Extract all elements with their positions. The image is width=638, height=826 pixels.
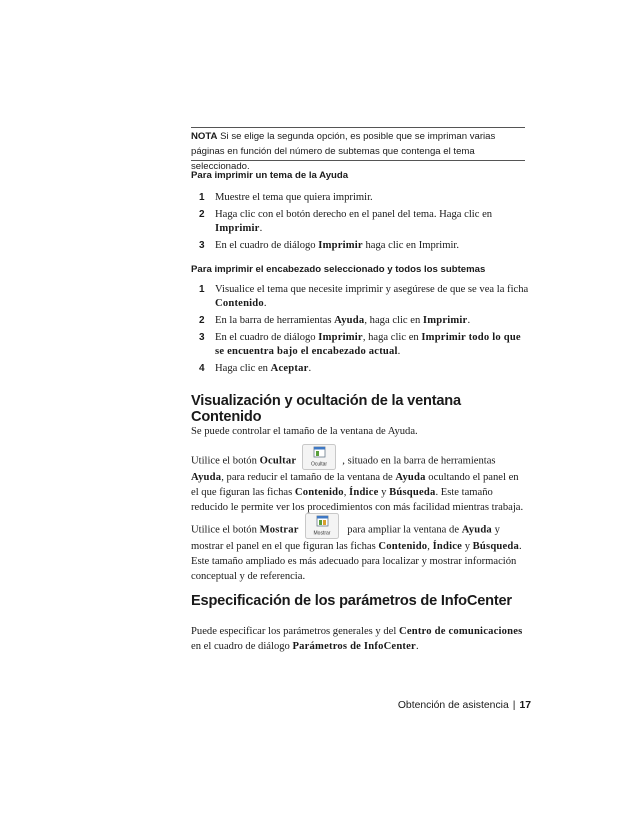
section-heading-infocenter: Especificación de los parámetros de InfoCenter bbox=[191, 593, 512, 609]
paragraph-show-button: Utilice el botón Mostrar Mostrar para ampliar la ventana de Ayuda y mostrar el panel en el que figuran las fichas Contenido, Índice y Búsqueda. Este tamaño ampliado es más adecuado para localizar y mostrar información conceptual y de referencia. bbox=[191, 521, 527, 584]
show-button-icon bbox=[305, 513, 339, 539]
step-number: 1 bbox=[199, 284, 205, 295]
footer-separator: | bbox=[512, 700, 516, 711]
step-text: Visualice el tema que necesite imprimir y asegúrese de que se vea la ficha Contenido. bbox=[215, 284, 529, 309]
step-text: Haga clic con el botón derecho en el panel del tema. Haga clic en Imprimir. bbox=[215, 209, 493, 234]
paragraph-infocenter: Puede especificar los parámetros generales y del Centro de comunicaciones en el cuadro de diálogo Parámetros de InfoCenter. bbox=[191, 626, 523, 652]
step-text: Haga clic en Aceptar. bbox=[215, 363, 312, 374]
step-number: 2 bbox=[199, 315, 205, 326]
steps-print-subtopics bbox=[199, 283, 531, 379]
svg-text:Ocultar: Ocultar bbox=[311, 461, 328, 468]
page-footer bbox=[391, 700, 531, 711]
list-item bbox=[199, 208, 531, 236]
list-item bbox=[199, 331, 531, 359]
step-number: 3 bbox=[199, 240, 205, 251]
hide-button-icon bbox=[302, 444, 336, 470]
list-item bbox=[199, 314, 531, 328]
step-number: 2 bbox=[199, 209, 205, 220]
paragraph-intro: Se puede controlar el tamaño de la ventana de Ayuda. bbox=[191, 426, 418, 437]
step-text: Muestre el tema que quiera imprimir. bbox=[215, 192, 373, 203]
steps-print-topic bbox=[199, 191, 531, 256]
section-heading-contents-window: Visualización y ocultación de la ventana Contenido bbox=[191, 393, 461, 425]
list-item bbox=[199, 283, 531, 311]
procedure-heading-print-subtopics: Para imprimir el encabezado seleccionado y todos los subtemas bbox=[191, 264, 486, 275]
step-number: 3 bbox=[199, 332, 205, 343]
page-number: 17 bbox=[519, 700, 531, 711]
list-item bbox=[199, 191, 531, 205]
step-text: En la barra de herramientas Ayuda, haga clic en Imprimir. bbox=[215, 315, 471, 326]
note-bottom-rule bbox=[191, 160, 525, 161]
svg-text:Mostrar: Mostrar bbox=[313, 530, 331, 537]
paragraph-hide-button: Utilice el botón Ocultar Ocultar , situado en la barra de herramientas Ayuda, para reducir el tamaño de la ventana de Ayuda ocultando el panel en el que figuran las fichas Contenido, Índice y Búsqueda. Este tamaño reducido le permite ver los procedimientos con más facilidad mientras trabaja. bbox=[191, 452, 527, 515]
step-number: 1 bbox=[199, 192, 205, 203]
procedure-heading-print-topic: Para imprimir un tema de la Ayuda bbox=[191, 170, 349, 181]
note-text: Si se elige la segunda opción, es posible que se impriman varias páginas en función del número de subtemas que contenga el tema seleccionado. bbox=[191, 131, 496, 172]
footer-section-title: Obtención de asistencia bbox=[397, 700, 509, 711]
note-label: NOTA bbox=[191, 131, 218, 142]
note bbox=[191, 129, 525, 174]
step-text: En el cuadro de diálogo Imprimir haga clic en Imprimir. bbox=[215, 240, 460, 251]
step-number: 4 bbox=[199, 363, 205, 374]
list-item bbox=[199, 362, 531, 376]
list-item bbox=[199, 239, 531, 253]
step-text: En el cuadro de diálogo Imprimir, haga clic en Imprimir todo lo que se encuentra bajo el encabezado actual. bbox=[215, 332, 521, 357]
note-top-rule bbox=[191, 127, 525, 128]
